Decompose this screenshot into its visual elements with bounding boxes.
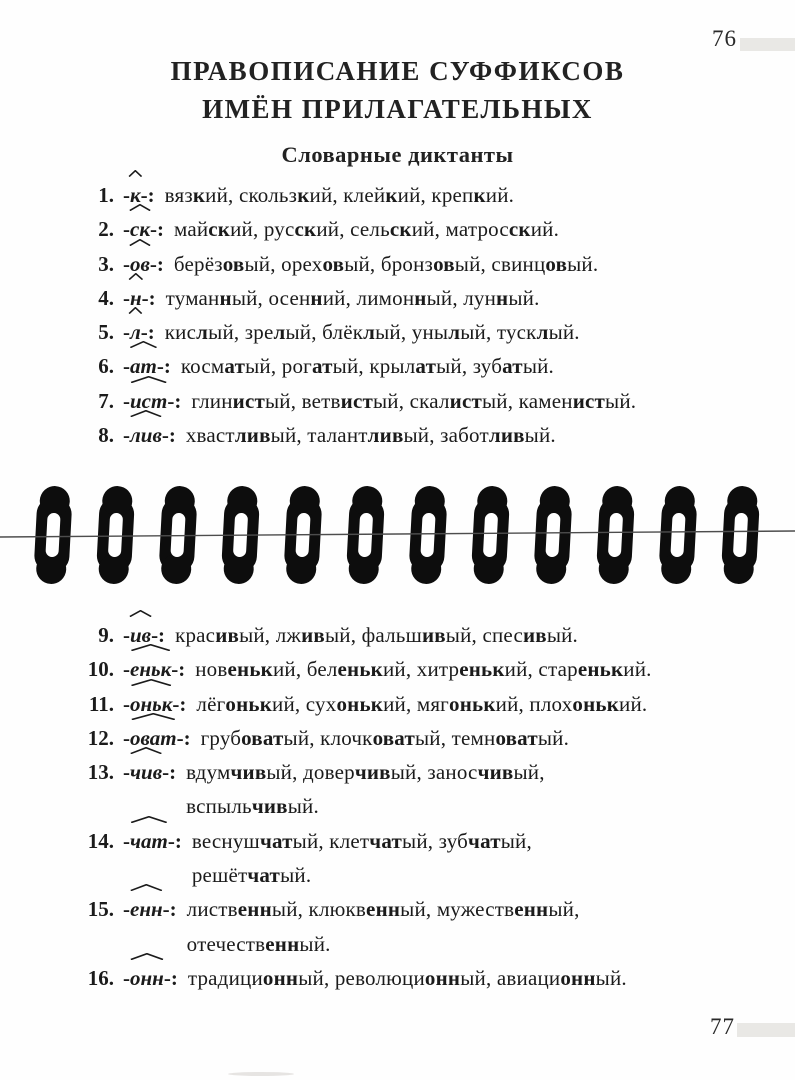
suffix-hyphen: - xyxy=(123,251,130,276)
suffix-in-word: ск xyxy=(294,217,317,242)
word-text: ий. xyxy=(530,217,560,242)
suffix-in-word: еньк xyxy=(459,657,505,682)
suffix-in-word: енн xyxy=(265,931,300,956)
suffix-hyphen: - xyxy=(123,965,130,990)
suffix-morpheme: енн xyxy=(130,892,163,926)
suffix-in-word: ив xyxy=(421,623,446,647)
word-line xyxy=(192,824,532,858)
main-title-line2: ИМЁН ПРИЛАГАТЕЛЬНЫХ xyxy=(202,94,593,124)
suffix-in-word: к xyxy=(297,183,310,207)
item-row xyxy=(64,281,787,315)
word-list xyxy=(187,892,580,961)
spiral-binding-loop xyxy=(408,485,448,585)
dictation-list-bottom xyxy=(64,618,787,995)
suffix-in-word: ат xyxy=(502,354,523,379)
word-text: ий, скольз xyxy=(205,183,298,207)
item-row xyxy=(64,721,787,755)
suffix-hyphen-colon: -: xyxy=(149,217,164,242)
suffix-in-word: еньк xyxy=(337,657,383,682)
word-text: ый. xyxy=(299,931,331,956)
suffix-label xyxy=(123,755,176,789)
spiral-binding-loop xyxy=(470,485,510,585)
word-text: нов xyxy=(195,657,228,682)
suffix-hyphen-colon: -: xyxy=(162,760,177,785)
suffix-in-word: ив xyxy=(522,623,547,647)
word-text: ый, ветв xyxy=(265,388,341,413)
word-list xyxy=(192,824,532,893)
word-text: ый, камен xyxy=(481,388,573,413)
item-number: 3. xyxy=(98,251,114,276)
word-text: ый, зуб xyxy=(402,828,469,853)
suffix-in-word: ов xyxy=(222,251,245,276)
spiral-binding-loop xyxy=(720,485,760,585)
word-line xyxy=(175,618,578,652)
suffix-in-word: чив xyxy=(477,760,514,785)
suffix-in-word: ск xyxy=(508,217,531,242)
suffix-hyphen: - xyxy=(123,183,130,207)
suffix-in-word: л xyxy=(536,320,549,345)
word-text: берёз xyxy=(173,251,223,276)
suffix-hat-icon xyxy=(128,816,170,823)
word-text: традици xyxy=(187,965,263,990)
word-text: ий, бел xyxy=(272,657,338,682)
suffix-in-word: ив xyxy=(301,623,325,647)
spiral-binding-loop xyxy=(533,485,573,585)
suffix-in-word: оньк xyxy=(336,691,384,716)
suffix-in-word: чив xyxy=(354,760,391,785)
word-text: ый, лун xyxy=(426,285,497,310)
suffix-in-word: енн xyxy=(237,897,272,922)
suffix-in-word: оват xyxy=(495,725,538,750)
word-line xyxy=(165,315,580,349)
suffix-in-word: чив xyxy=(230,760,267,785)
item-number: 16. xyxy=(87,965,114,990)
word-line xyxy=(165,178,514,212)
suffix-in-word: н xyxy=(414,285,427,310)
suffix-in-word: енн xyxy=(366,897,401,922)
word-line xyxy=(187,892,580,926)
word-line xyxy=(195,652,651,686)
word-text: ый, бронз xyxy=(344,251,434,276)
word-line xyxy=(188,961,627,995)
word-text: ый. xyxy=(522,354,555,379)
suffix-in-word: чат xyxy=(259,828,293,853)
suffix-hyphen-colon: -: xyxy=(176,725,191,750)
word-text: ий, мяг xyxy=(383,691,450,716)
suffix-morpheme: н xyxy=(130,281,142,315)
suffix-hyphen-colon: -: xyxy=(140,183,155,207)
word-text: ый, свинц xyxy=(454,251,546,276)
item-row xyxy=(64,349,787,383)
suffix-hyphen: - xyxy=(123,217,130,242)
word-line xyxy=(166,281,540,315)
suffix-in-word: онн xyxy=(560,965,596,990)
word-list xyxy=(175,618,578,652)
word-text: ый. xyxy=(280,863,312,888)
suffix-morpheme: оват xyxy=(130,721,177,755)
suffix-hat-icon xyxy=(128,884,165,891)
suffix-hat-icon xyxy=(128,644,173,651)
suffix-in-word: оват xyxy=(372,725,415,750)
suffix-in-word: оньк xyxy=(449,691,496,716)
item-number: 9. xyxy=(98,623,114,647)
word-text: ый, довер xyxy=(266,760,355,785)
suffix-in-word: онн xyxy=(262,965,299,990)
word-text: ий, хитр xyxy=(382,657,460,682)
suffix-in-word: ист xyxy=(572,388,606,413)
suffix-in-word: к xyxy=(473,183,486,207)
word-text: ый, спес xyxy=(445,623,523,647)
word-text: ий, рус xyxy=(230,217,295,242)
suffix-morpheme: лив xyxy=(130,418,162,452)
word-text: ый, мужеств xyxy=(400,897,515,922)
page-edge-mark-bottom xyxy=(737,1023,795,1037)
suffix-hyphen: - xyxy=(123,623,130,647)
suffix-in-word: ов xyxy=(545,251,568,276)
suffix-morpheme: ив xyxy=(130,618,151,652)
word-text: ый, xyxy=(548,897,580,922)
item-number: 11. xyxy=(88,691,114,716)
word-line xyxy=(191,384,636,418)
suffix-in-word: чат xyxy=(369,828,403,853)
suffix-morpheme: л xyxy=(130,315,141,349)
suffix-hat-icon xyxy=(128,953,166,960)
main-title xyxy=(0,52,795,128)
suffix-hat-icon xyxy=(128,679,174,686)
suffix-hyphen: - xyxy=(123,285,130,310)
item-number: 14. xyxy=(87,828,114,853)
suffix-hyphen-colon: -: xyxy=(140,320,155,345)
item-row xyxy=(64,247,787,281)
item-row xyxy=(64,824,787,893)
suffix-hyphen-colon: -: xyxy=(151,623,166,647)
suffix-hyphen-colon: -: xyxy=(167,828,182,853)
suffix-in-word: ист xyxy=(232,388,265,413)
word-text: ый, рог xyxy=(245,354,312,379)
word-text: отечеств xyxy=(186,931,266,956)
word-text: ый. xyxy=(595,965,627,990)
suffix-label xyxy=(123,961,178,995)
suffix-hat-icon xyxy=(128,341,159,348)
suffix-hat-icon xyxy=(128,239,152,246)
word-text: вспыль xyxy=(186,794,252,819)
suffix-in-word: ов xyxy=(322,251,345,276)
word-line xyxy=(174,247,598,281)
item-number: 8. xyxy=(98,423,114,448)
suffix-in-word: ск xyxy=(208,217,231,242)
word-text: ый, блёк xyxy=(285,320,364,345)
word-text: ый. xyxy=(537,725,570,750)
suffix-morpheme: ист xyxy=(130,384,167,418)
suffix-in-word: ив xyxy=(215,623,240,647)
suffix-hyphen: - xyxy=(123,320,130,345)
word-text: ий, сель xyxy=(316,217,390,242)
word-text: ый, лж xyxy=(239,623,302,647)
word-list xyxy=(174,247,598,281)
suffix-in-word: ист xyxy=(449,388,482,413)
suffix-in-word: ск xyxy=(389,217,412,242)
suffix-hyphen: - xyxy=(123,897,130,922)
word-list xyxy=(186,755,545,824)
page-number-top: 76 xyxy=(712,26,737,51)
item-number: 15. xyxy=(87,897,114,922)
word-text: ый. xyxy=(508,285,540,310)
suffix-hat-icon xyxy=(128,170,143,177)
word-text: ый, революци xyxy=(298,965,425,990)
word-line xyxy=(196,687,647,721)
suffix-morpheme: оньк xyxy=(130,687,172,721)
word-text: ый. xyxy=(287,794,319,819)
suffix-in-word: лив xyxy=(234,423,271,448)
word-text: косм xyxy=(180,354,225,379)
suffix-in-word: оньк xyxy=(225,691,273,716)
suffix-morpheme: еньк xyxy=(130,652,171,686)
suffix-in-word: к xyxy=(192,183,206,207)
word-text: май xyxy=(173,217,209,242)
spiral-binding-loop xyxy=(658,485,698,585)
word-text: туман xyxy=(165,285,220,310)
word-text: глин xyxy=(191,388,233,413)
page-edge-mark-top xyxy=(740,38,795,51)
suffix-in-word: л xyxy=(363,320,376,345)
dictation-list-top xyxy=(64,178,787,452)
suffix-in-word: н xyxy=(496,285,509,310)
suffix-in-word: ат xyxy=(311,354,333,379)
suffix-label xyxy=(123,418,176,452)
suffix-in-word: енн xyxy=(514,897,549,922)
word-text: вдум xyxy=(186,760,231,785)
suffix-in-word: н xyxy=(310,285,323,310)
word-list xyxy=(181,349,554,383)
word-list xyxy=(186,418,556,452)
item-number: 4. xyxy=(98,285,114,310)
word-text: ый, зуб xyxy=(436,354,503,379)
suffix-hyphen: - xyxy=(123,828,130,853)
word-list xyxy=(196,687,647,721)
suffix-hat-icon xyxy=(128,376,169,383)
item-number: 13. xyxy=(87,760,114,785)
suffix-hyphen-colon: -: xyxy=(171,657,186,682)
item-row xyxy=(64,755,787,824)
word-text: ый, клет xyxy=(292,828,370,853)
word-text: ый, туск xyxy=(460,320,537,345)
word-text: ый. xyxy=(524,423,556,448)
suffix-in-word: лив xyxy=(367,423,404,448)
word-text: ый. xyxy=(567,251,599,276)
word-text: ий, креп xyxy=(397,183,474,207)
word-line xyxy=(186,418,556,452)
suffix-hat-icon xyxy=(128,204,152,211)
suffix-in-word: ов xyxy=(433,251,455,276)
suffix-hat-icon xyxy=(128,747,164,754)
item-number: 6. xyxy=(98,354,114,379)
word-text: ый. xyxy=(546,623,579,647)
word-line xyxy=(174,212,559,246)
word-list xyxy=(174,212,559,246)
suffix-in-word: л xyxy=(196,320,209,345)
word-text: ий. xyxy=(485,183,515,207)
suffix-morpheme: онн xyxy=(130,961,164,995)
word-text: ый, орех xyxy=(244,251,323,276)
suffix-morpheme: чив xyxy=(130,755,162,789)
word-text: ый. xyxy=(548,320,580,345)
page-number-bottom: 77 xyxy=(710,1014,735,1039)
item-row xyxy=(64,961,787,995)
suffix-in-word: оват xyxy=(241,725,284,750)
word-text: ый, xyxy=(500,828,532,853)
word-text: ий, клей xyxy=(309,183,386,207)
word-text: ый, клочк xyxy=(283,725,373,750)
suffix-in-word: н xyxy=(219,285,232,310)
suffix-morpheme: ск xyxy=(130,212,150,246)
word-text: ий, плох xyxy=(495,691,573,716)
word-text: ый, скал xyxy=(373,388,450,413)
word-list xyxy=(191,384,636,418)
word-text: ый, уны xyxy=(375,320,449,345)
word-text: ый. xyxy=(605,388,637,413)
suffix-in-word: л xyxy=(273,320,286,345)
suffix-morpheme: чат xyxy=(130,824,168,858)
word-list xyxy=(195,652,651,686)
word-list xyxy=(188,961,627,995)
item-row xyxy=(64,418,787,452)
suffix-in-word: л xyxy=(448,320,461,345)
suffix-hyphen: - xyxy=(123,388,130,413)
suffix-hat-icon xyxy=(128,273,144,280)
subtitle: Словарные диктанты xyxy=(281,142,514,167)
suffix-label xyxy=(123,892,177,926)
suffix-in-word: чат xyxy=(247,863,281,888)
suffix-in-word: ист xyxy=(340,388,373,413)
spiral-binding-loop xyxy=(95,485,135,585)
suffix-hyphen: - xyxy=(123,691,130,716)
suffix-hyphen-colon: -: xyxy=(162,897,177,922)
suffix-in-word: чив xyxy=(251,794,288,819)
word-text: ий, лимон xyxy=(322,285,415,310)
word-text: ий, стар xyxy=(504,657,578,682)
word-text: ый, осен xyxy=(231,285,311,310)
item-row xyxy=(64,178,787,212)
item-number: 7. xyxy=(98,388,114,413)
word-text: ий. xyxy=(619,691,648,716)
word-list xyxy=(165,315,580,349)
suffix-in-word: оньк xyxy=(572,691,620,716)
suffix-hyphen: - xyxy=(123,725,130,750)
spiral-binding xyxy=(0,484,795,586)
suffix-hat-icon xyxy=(128,610,153,617)
word-line xyxy=(186,755,545,789)
item-number: 1. xyxy=(98,183,114,207)
word-line xyxy=(187,927,580,961)
suffix-morpheme: ов xyxy=(130,247,150,281)
word-text: ый, зре xyxy=(208,320,274,345)
suffix-hyphen-colon: -: xyxy=(161,423,176,448)
suffix-in-word: чат xyxy=(468,828,501,853)
suffix-in-word: еньк xyxy=(227,657,273,682)
word-line xyxy=(181,349,554,383)
word-text: вяз xyxy=(164,183,193,207)
word-text: лёг xyxy=(196,691,226,716)
suffix-hat-icon xyxy=(128,713,179,720)
item-number: 12. xyxy=(87,725,114,750)
word-text: ый, фальш xyxy=(324,623,422,647)
suffix-hat-icon xyxy=(128,410,164,417)
bottom-smudge xyxy=(228,1072,294,1076)
suffix-hyphen: - xyxy=(123,354,130,379)
word-list xyxy=(165,178,514,212)
word-text: ий, сух xyxy=(272,691,337,716)
suffix-hyphen: - xyxy=(123,423,130,448)
spiral-binding-loop xyxy=(595,485,635,585)
suffix-hyphen: - xyxy=(123,657,130,682)
main-title-line1: ПРАВОПИСАНИЕ СУФФИКСОВ xyxy=(170,56,625,86)
suffix-label xyxy=(123,824,182,858)
word-text: ый, xyxy=(513,760,545,785)
suffix-in-word: к xyxy=(385,183,398,207)
word-line xyxy=(201,721,569,755)
suffix-morpheme: к xyxy=(130,178,141,212)
suffix-hyphen-colon: -: xyxy=(141,285,156,310)
word-line xyxy=(186,789,545,823)
word-list xyxy=(166,281,540,315)
item-number: 2. xyxy=(98,217,114,242)
word-text: ый, темн xyxy=(414,725,496,750)
item-row xyxy=(64,892,787,961)
suffix-morpheme: ат xyxy=(130,349,157,383)
suffix-in-word: ат xyxy=(224,354,246,379)
word-text: ий, матрос xyxy=(411,217,509,242)
word-text: ый, талант xyxy=(270,423,368,448)
word-text: ий. xyxy=(623,657,652,682)
spiral-binding-loop xyxy=(33,485,73,585)
item-number: 5. xyxy=(98,320,114,345)
suffix-hyphen-colon: -: xyxy=(149,251,164,276)
word-text: веснуш xyxy=(191,828,260,853)
word-text: ый, клюкв xyxy=(271,897,367,922)
word-text: ый, крыл xyxy=(332,354,416,379)
item-row xyxy=(64,384,787,418)
word-text: хваст xyxy=(185,423,235,448)
word-list xyxy=(201,721,569,755)
word-text: крас xyxy=(175,623,216,647)
suffix-hyphen-colon: -: xyxy=(167,388,182,413)
suffix-in-word: лив xyxy=(488,423,525,448)
suffix-hyphen-colon: -: xyxy=(172,691,187,716)
item-row xyxy=(64,212,787,246)
suffix-in-word: еньк xyxy=(577,657,624,682)
suffix-in-word: онн xyxy=(424,965,461,990)
word-text: ый, авиаци xyxy=(460,965,561,990)
suffix-hyphen: - xyxy=(123,760,130,785)
word-text: ый, забот xyxy=(403,423,489,448)
suffix-hat-icon xyxy=(128,307,143,314)
word-text: кис xyxy=(164,320,197,345)
suffix-in-word: ат xyxy=(415,354,437,379)
item-row xyxy=(64,315,787,349)
word-line xyxy=(192,858,532,892)
word-text: листв xyxy=(186,897,238,922)
word-text: ый, занос xyxy=(390,760,478,785)
suffix-hyphen-colon: -: xyxy=(163,965,178,990)
item-number: 10. xyxy=(87,657,114,682)
word-text: груб xyxy=(200,725,242,750)
word-text: решёт xyxy=(191,863,248,888)
suffix-hyphen-colon: -: xyxy=(156,354,171,379)
